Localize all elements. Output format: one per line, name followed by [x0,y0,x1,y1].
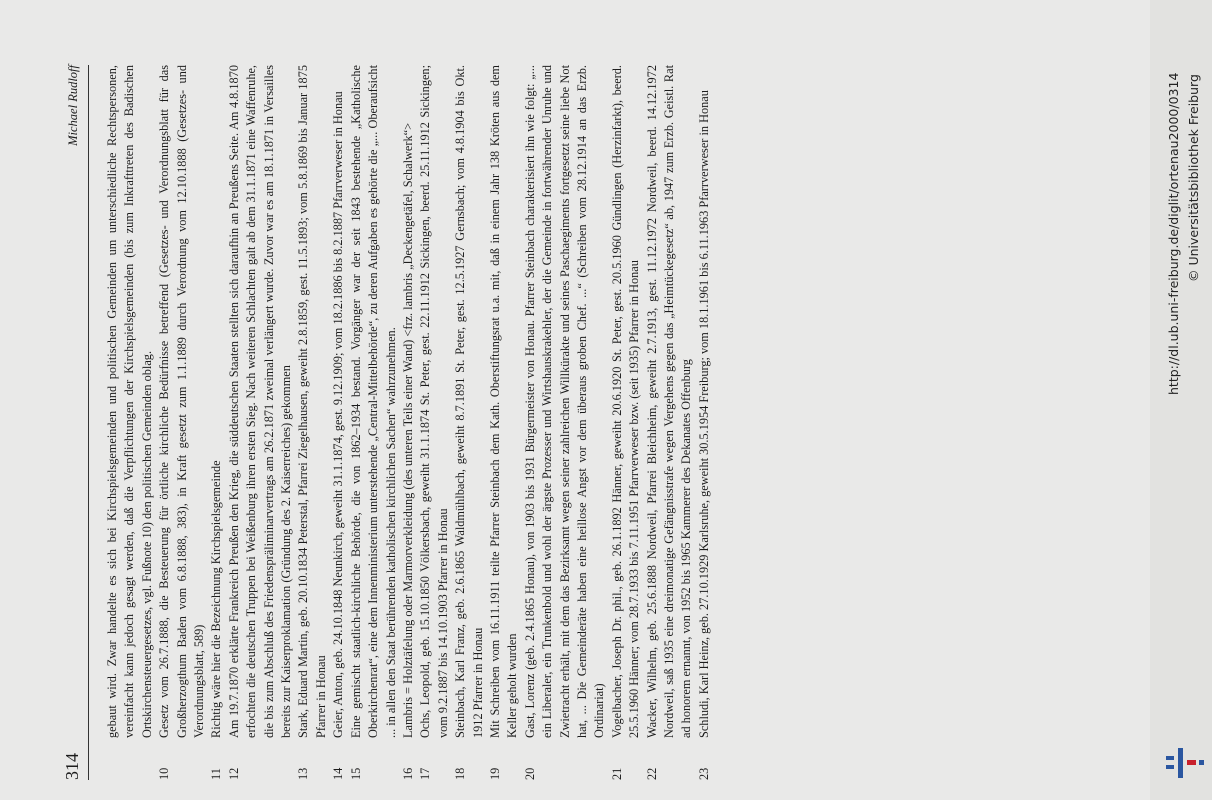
footnote-text: Schludi, Karl Heinz, geb. 27.10.1929 Karlsruhe, geweiht 30.5.1954 Freiburg; vom 18.1.1961 bis 6.11.1963 Pfarrverweser in Honau [696,90,711,738]
footnote-number: 23 [696,767,711,780]
footnote-number: 17 [418,767,433,780]
footnote-13 [295,65,330,780]
footnote-18 [452,65,487,780]
footnote-10 [156,65,208,780]
footnote-text: Mit Schreiben vom 16.11.1911 teilte Pfarrer Steinbach dem Kath. Oberstiftungsrat u.a. mit, daß in einem Jahr 138 Kröten aus dem Keller geholt wurden [487,65,520,738]
footnote-number: 22 [644,767,659,780]
footnotes-body [104,65,713,780]
footnote-11 [208,65,225,780]
footnote-number: 20 [522,767,537,780]
footnote-14 [330,65,347,780]
side-strip [1150,0,1212,800]
page-number: 314 [62,753,82,780]
source-url-link[interactable]: http://dl.ub.uni-freiburg.de/diglit/ortenau2000/0314 [1166,72,1181,395]
footnote-number: 11 [209,768,224,780]
footnote-22 [644,65,696,780]
running-head [62,65,89,780]
footnote-text: Lambris = Holztäfelung oder Marmorverkleidung (des unteren Teils einer Wand) <frz. lambris „Deckengetäfel, Schalwerk“> [400,122,415,738]
footnote-number: 13 [296,767,311,780]
footnote-23 [696,65,713,780]
footnote-12 [226,65,296,780]
footnote-text: Stark, Eduard Martin, geb. 20.10.1834 Peterstal, Pfarrei Ziegelhausen, geweiht 2.8.1859, gest. 11.5.1893; vom 5.8.1869 bis Januar 1875 Pfarrer in Honau [296,65,328,738]
footnote-text: Wacker, Wilhelm, geb. 25.6.1888 Nordweil, Pfarrei Bleichheim, geweiht 2.7.1913, gest. 11.12.1972 Nordweil, beerd. 14.12.1972 Nordweil, saß 1935 eine dreimonatige Gefängnisstrafe wegen Vergehens gegen das „Heimtückegesetz“ ab, 1947 zum Erzb. Geistl. Rat ad honorem ernannt, von 1952 bis 1965 Kammerer des Dekanates Offenburg [644,65,694,738]
footnote-text: Ochs, Leopold, geb. 15.10.1850 Völkersbach, geweiht 31.1.1874 St. Peter, gest. 22.11.1912 Sickingen, beerd. 25.11.1912 Sickingen; vom 9.2.1887 bis 14.10.1903 Pfarrer in Honau [418,65,450,738]
footnote-17 [417,65,452,780]
footnote-text: Am 19.7.1870 erklärte Frankreich Preußen den Krieg, die süddeutschen Staaten stellten sich daraufhin an Preußens Seite. Am 4.8.1870 erfochten die deutschen Truppen bei Weißenburg ihren ersten Sieg. Nach weiteren Schlachten galt ab dem 31.1.1871 eine Waffenruhe, die bis zum Abschluß des Friedenspräliminarvertrags am 26.2.1871 zweimal verlängert wurde. Zuvor war es am 18.1.1871 in Versailles bereits zur Kaiserproklamation (Gründung des 2. Kaiserreiches) gekommen [226,65,294,738]
footnote-text: Steinbach, Karl Franz, geb. 2.6.1865 Waldmühlbach, geweiht 8.7.1891 St. Peter, gest. 12.5.1927 Gernsbach; vom 4.8.1904 bis Okt. 1912 Pfarrer in Honau [453,65,485,738]
footnote-16 [400,65,417,780]
footnote-number: 12 [226,767,241,780]
copyright-notice: © Universitätsbibliothek Freiburg [1186,74,1201,282]
footnote-number: 16 [400,767,415,780]
footnote-number: 19 [487,767,502,780]
footnote-continuation [104,65,156,780]
library-logo-icon [1162,748,1208,778]
footnote-21 [609,65,644,780]
footnote-number: 15 [348,767,363,780]
footnote-text: Vogelbacher, Joseph Dr. phil., geb. 26.1.1892 Hänner, geweiht 20.6.1920 St. Peter, gest. 20.5.1960 Gündlingen (Herzinfarkt), beerd. 25.5.1960 Hänner; vom 28.7.1933 bis 7.11.1951 Pfarrverweser bzw. (seit 1935) Pfarrer in Honau [609,65,642,738]
footnote-number: 14 [331,767,346,780]
footnote-text: gebaut wird. Zwar handelte es sich bei Kirchspielsgemeinden und politischen Gemeinden um unterschiedliche Rechtspersonen, vereinfacht kann jedoch gesagt werden, daß die Verpflichtungen der Kirchspielsgemeinden (bis zum Inkrafttreten des Badischen Ortskirchensteuergesetzes, vgl. Fußnote 10) den politischen Gemeinden oblag. [105,65,154,738]
footnote-number [104,758,156,780]
footnote-number: 21 [609,767,624,780]
footnote-number: 18 [453,767,468,780]
footnote-20 [522,65,609,780]
footnote-text: Richtig wäre hier die Bezeichnung Kirchspielsgemeinde [209,460,224,738]
footnote-number: 10 [157,767,172,780]
footnote-text: Gast, Lorenz (geb. 2.4.1865 Honau), von 1903 bis 1931 Bürgermeister von Honau. Pfarrer Steinbach charakterisiert ihn wie folgt: „... ein Liberaler, ein Trunkenbold und wohl der ärgste Prozesser und Wirtshauskrakehler, der die Gemeinde in fortwährender Unruhe und Zwietracht erhält, mit dem das Bezirksamt wegen seiner zahlreichen Willkürakte und seines Paschaegiments fortgesetzt seine liebe Not hat, ... Die Gemeinderäte haben eine heillose Angst vor dem überaus groben Chef. ...“ (Schreiben vom 28.12.1914 an das Erzb. Ordinariat) [522,65,607,738]
footnote-text: Geier, Anton, geb. 24.10.1848 Neunkirch, geweiht 31.1.1874, gest. 9.12.1909; vom 18.2.1886 bis 8.2.1887 Pfarrverweser in Honau [331,91,346,738]
footnote-15 [348,65,400,780]
footnote-text: Gesetz vom 26.7.1888, die Besteuerung für örtliche kirchliche Bedürfnisse betreffend (Gesetzes- und Verordnungsblatt für das Großherzogthum Baden vom 6.8.1888, 383), in Kraft gesetzt zum 1.1.1889 durch Verordnung vom 12.10.1888 (Gesetzes- und Verordnungsblatt, 589) [157,65,207,738]
author-name: Michael Rudloff [66,65,80,146]
footnote-text: Eine gemischt staatlich-kirchliche Behörde, die von 1862–1934 bestand. Vorgänger war der seit 1843 bestehende „Katholische Oberkirchenrat“, eine dem Innenministerium unterstehende „Central-Mittelbehörde“, zu deren Aufgaben es gehörte die „... Oberaufsicht ... in allen den Staat berührenden katholischen kirchlichen Sachen“ wahrzunehmen. [348,65,398,738]
footnote-19 [487,65,522,780]
